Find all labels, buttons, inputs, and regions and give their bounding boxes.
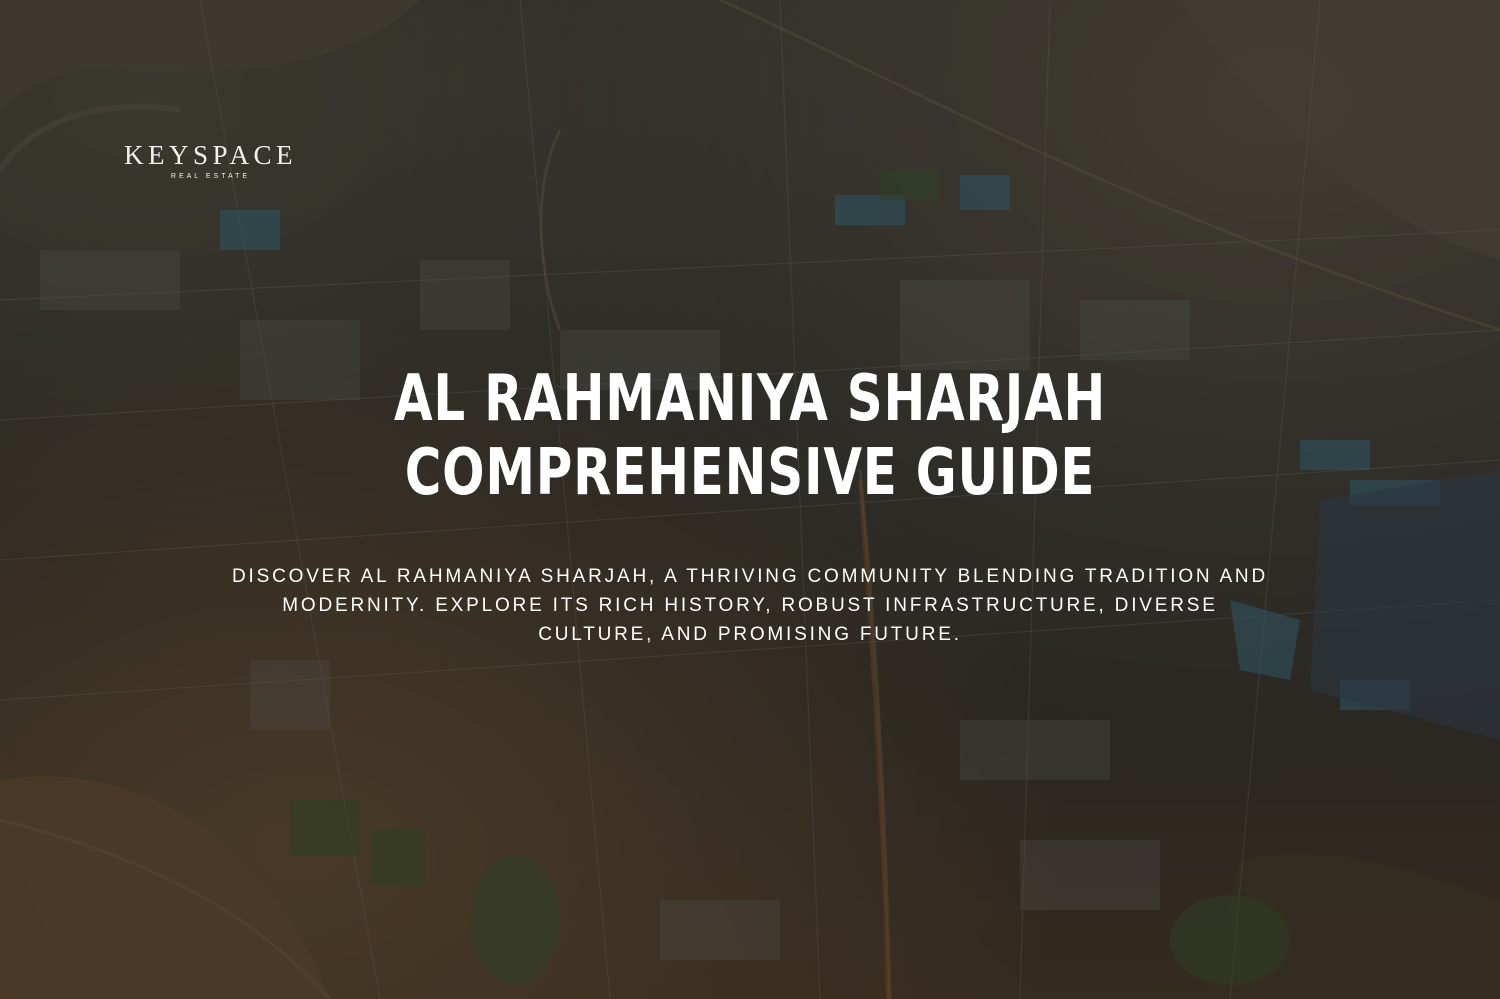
keyspace-logo[interactable] [108, 140, 313, 183]
page-title [165, 362, 1335, 510]
title-line-1: AL RAHMANIYA SHARJAH [393, 362, 1107, 436]
title-line-2: COMPREHENSIVE GUIDE [404, 436, 1096, 510]
logo-wordmark: KEYSPACE [123, 140, 298, 170]
hero-description: DISCOVER AL RAHMANIYA SHARJAH, A THRIVING COMMUNITY BLENDING TRADITION AND MODERNITY. EXPLORE ITS RICH HISTORY, ROBUST INFRASTRUCTURE, DIVERSE CULTURE, AND PROMISING FUTURE. [232, 566, 1268, 645]
logo-tagline: REAL ESTATE [170, 173, 251, 180]
